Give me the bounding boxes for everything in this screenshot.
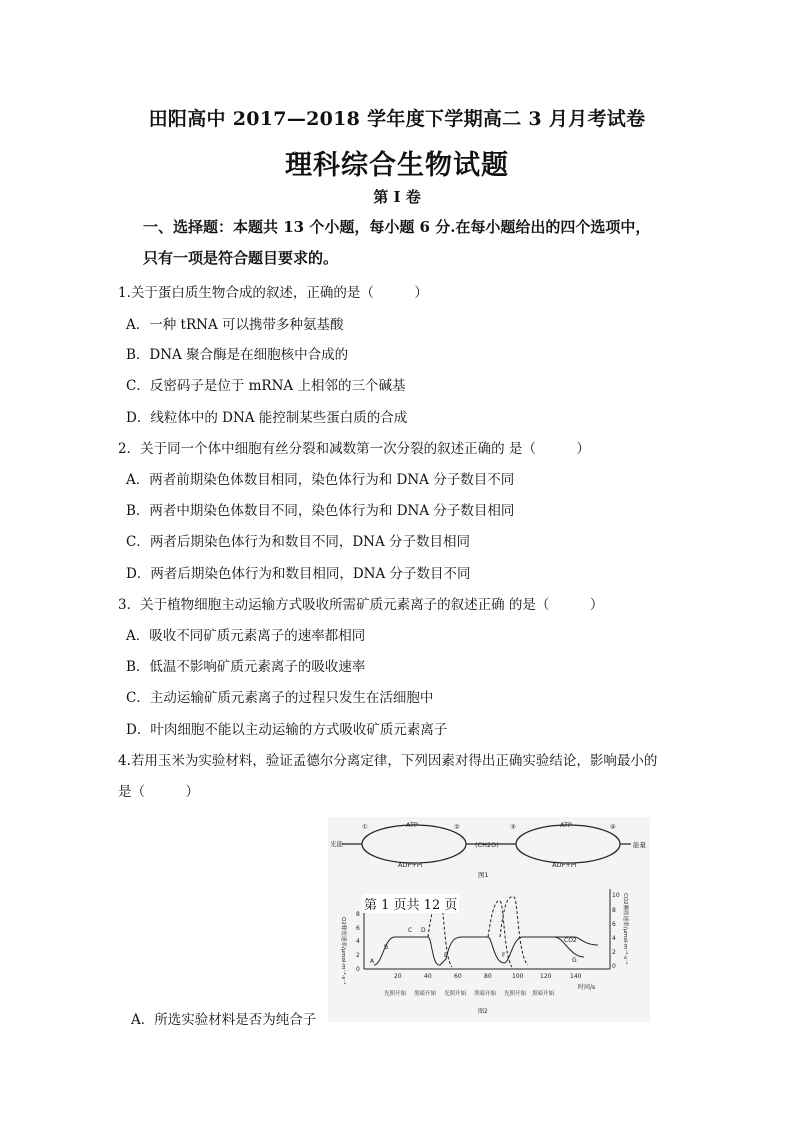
school-title: 田阳高中 2017—2018 学年度下学期高二 3 月月考试卷 xyxy=(148,108,646,130)
fig2-point-a: A xyxy=(370,958,375,965)
question-4-stem-line2: 是（ ） xyxy=(118,784,199,800)
fig2-point-g: G xyxy=(572,957,577,964)
subject-title: 理科综合生物试题 xyxy=(285,150,509,181)
fig1-caption: 图1 xyxy=(478,871,489,879)
question-1-option-d: D．线粒体中的 DNA 能控制某些蛋白质的合成 xyxy=(126,410,408,426)
figure-graphic xyxy=(328,817,650,1022)
section-heading-line2: 只有一项是符合题目要求的。 xyxy=(143,249,339,267)
fig2-point-e: E xyxy=(444,952,448,959)
question-4-option-a: A．所选实验材料是否为纯合子 xyxy=(131,1012,317,1028)
fig1-label-light: 光能 xyxy=(330,840,343,848)
fig2-right-tick-10: 10 xyxy=(612,892,620,899)
fig2-right-axis-title: CO2吸收速率/μmol·m⁻²·s⁻¹ xyxy=(622,893,628,965)
fig1-step-3: ③ xyxy=(510,823,516,831)
fig2-event-4: 黑暗开始 xyxy=(474,991,497,997)
question-2-option-b: B．两者中期染色体数目不同，染色体行为和 DNA 分子数目相同 xyxy=(126,503,515,519)
fig2-left-axis-title: O2释放速率/μmol·m⁻²·s⁻¹ xyxy=(340,917,346,985)
question-1-option-a: A．一种 tRNA 可以携带多种氨基酸 xyxy=(126,317,344,333)
fig2-right-tick-0: 0 xyxy=(612,963,616,970)
fig1-step-1: ① xyxy=(362,823,368,831)
volume-label: 第 I 卷 xyxy=(373,188,421,206)
fig2-point-c: C xyxy=(408,927,413,934)
fig2-right-tick-6: 6 xyxy=(612,921,616,928)
fig2-x-tick-120: 120 xyxy=(540,973,552,980)
question-3-option-b: B．低温不影响矿质元素离子的吸收速率 xyxy=(126,659,366,675)
fig2-x-tick-140: 140 xyxy=(570,973,582,980)
fig2-x-tick-100: 100 xyxy=(512,973,524,980)
fig2-point-b: B xyxy=(384,944,389,951)
fig2-x-tick-40: 40 xyxy=(424,973,432,980)
fig2-x-tick-60: 60 xyxy=(454,973,462,980)
fig1-label-adp-right: ADP+Pi xyxy=(552,861,577,869)
page-number: 第 1 页共 12 页 xyxy=(362,894,459,913)
fig2-series-co2: CO2 xyxy=(564,937,577,944)
fig1-step-4: ④ xyxy=(610,823,616,831)
question-3-option-c: C．主动运输矿质元素离子的过程只发生在活细胞中 xyxy=(126,690,434,706)
question-1-stem: 1.关于蛋白质生物合成的叙述，正确的是（ ） xyxy=(118,285,428,301)
fig2-left-tick-2: 2 xyxy=(356,952,360,959)
question-2-option-a: A．两者前期染色体数目相同，染色体行为和 DNA 分子数目不同 xyxy=(126,472,515,488)
question-3-option-a: A．吸收不同矿质元素离子的速率都相同 xyxy=(126,628,366,644)
fig2-x-tick-20: 20 xyxy=(394,973,402,980)
fig2-event-2: 黑暗开始 xyxy=(414,991,437,997)
question-2-option-c: C．两者后期染色体行为和数目不同，DNA 分子数目相同 xyxy=(126,534,471,550)
fig2-right-tick-8: 8 xyxy=(612,907,616,914)
photosynthesis-figure xyxy=(328,817,650,1022)
question-1-option-c: C．反密码子是位于 mRNA 上相邻的三个碱基 xyxy=(126,378,406,394)
fig2-left-tick-0: 0 xyxy=(356,966,360,973)
fig2-event-3: 光照开始 xyxy=(444,991,467,997)
fig2-right-tick-4: 4 xyxy=(612,935,616,942)
fig2-event-6: 黑暗开始 xyxy=(532,991,555,997)
fig2-caption: 图2 xyxy=(478,1008,488,1015)
fig1-label-adp-left: ADP+Pi xyxy=(398,861,423,869)
fig1-label-ch2o: (CH2O) xyxy=(475,841,499,849)
question-3-stem: 3．关于植物细胞主动运输方式吸收所需矿质元素离子的叙述正确 的是（ ） xyxy=(118,597,604,613)
fig2-left-tick-6: 6 xyxy=(356,925,360,932)
fig1-label-atp-right: ATP xyxy=(560,821,572,829)
fig2-point-d: D xyxy=(421,927,426,934)
question-2-stem: 2．关于同一个体中细胞有丝分裂和减数第一次分裂的叙述正确的 是（ ） xyxy=(118,441,590,457)
fig2-left-tick-8: 8 xyxy=(356,911,360,918)
fig2-x-tick-80: 80 xyxy=(484,973,492,980)
section-heading-line1: 一、选择题：本题共 13 个小题，每小题 6 分.在每小题给出的四个选项中， xyxy=(143,218,651,236)
fig2-event-1: 光照开始 xyxy=(384,991,407,997)
fig1-label-atp-left: ATP xyxy=(406,821,418,829)
question-2-option-d: D．两者后期染色体行为和数目相同，DNA 分子数目不同 xyxy=(126,566,471,582)
fig2-point-f: F xyxy=(502,952,506,959)
fig2-left-tick-4: 4 xyxy=(356,938,360,945)
fig1-label-energy: 能量 xyxy=(633,841,646,849)
fig2-right-tick-2: 2 xyxy=(612,949,616,956)
question-1-option-b: B．DNA 聚合酶是在细胞核中合成的 xyxy=(126,347,349,363)
question-3-option-d: D．叶肉细胞不能以主动运输的方式吸收矿质元素离子 xyxy=(126,722,448,738)
question-4-stem-line1: 4.若用玉米为实验材料，验证孟德尔分离定律，下列因素对得出正确实验结论，影响最小的 xyxy=(118,753,658,769)
fig2-x-axis-title: 时间/s xyxy=(578,984,596,991)
fig1-step-2: ② xyxy=(454,823,460,831)
fig2-event-5: 光照开始 xyxy=(504,991,527,997)
